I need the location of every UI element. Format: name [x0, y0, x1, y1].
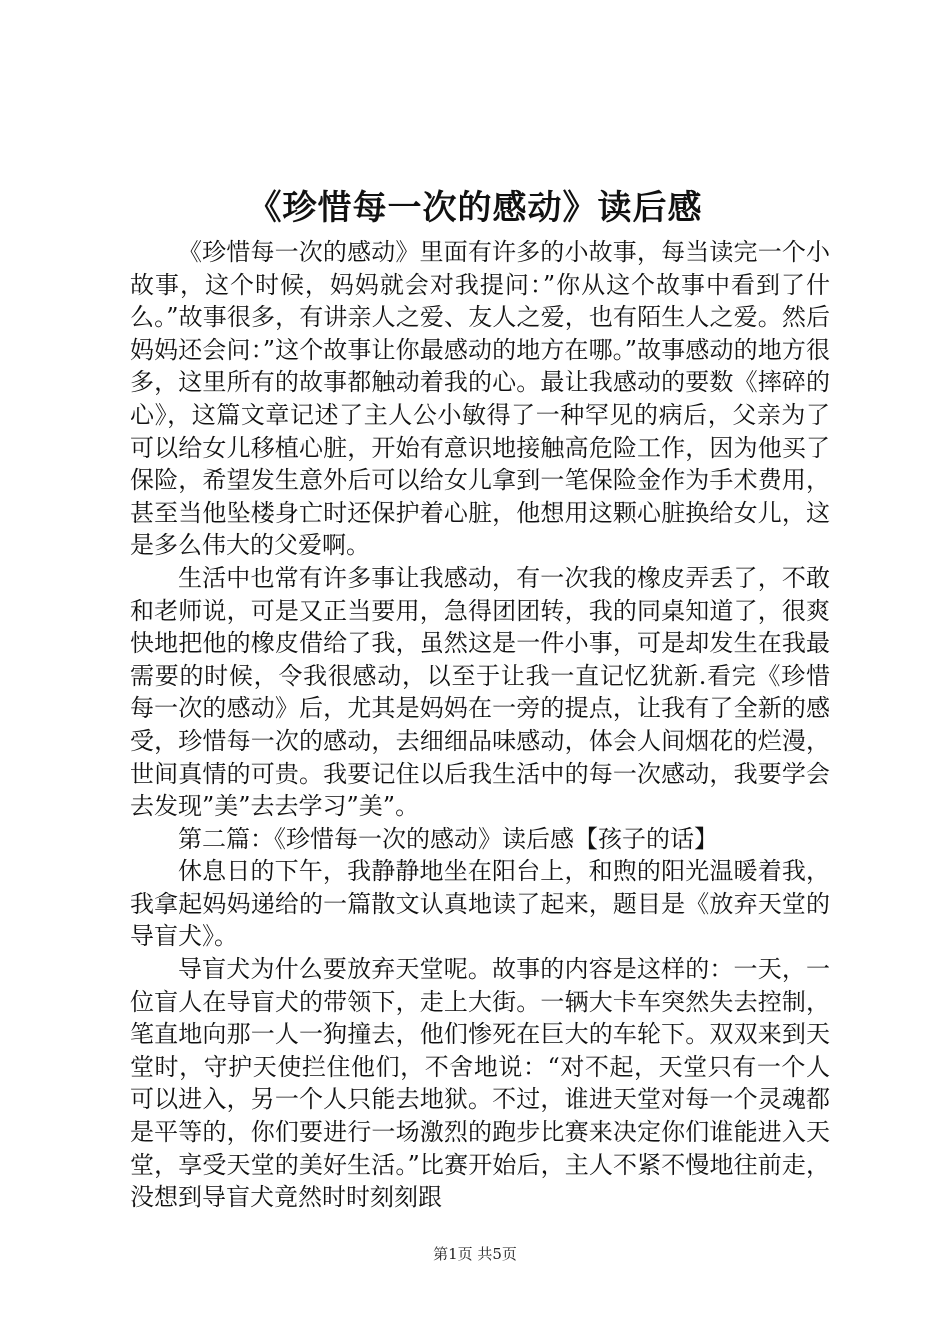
- paragraph: 《珍惜每一次的感动》里面有许多的小故事，每当读完一个小故事，这个时候，妈妈就会对我提问：”你从这个故事中看到了什么。”故事很多，有讲亲人之爱、友人之爱，也有陌生人之爱。然后妈妈还会问：”这个故事让你最感动的地方在哪。”故事感动的地方很多，这里所有的故事都触动着我的心。最让我感动的要数《摔碎的心》，这篇文章记述了主人公小敏得了一种罕见的病后，父亲为了可以给女儿移植心脏，开始有意识地接触高危险工作，因为他买了保险，希望发生意外后可以给女儿拿到一笔保险金作为手术费用，甚至当他坠楼身亡时还保护着心脏，他想用这颗心脏换给女儿，这是多么伟大的父爱啊。: [130, 238, 830, 560]
- paragraph: 休息日的下午，我静静地坐在阳台上，和煦的阳光温暖着我，我拿起妈妈递给的一篇散文认真地读了起来，题目是《放弃天堂的导盲犬》。: [130, 857, 830, 951]
- document-body: [130, 236, 830, 1214]
- paragraph: 导盲犬为什么要放弃天堂呢。故事的内容是这样的：一天，一位盲人在导盲犬的带领下，走上大街。一辆大卡车突然失去控制，笔直地向那一人一狗撞去，他们惨死在巨大的车轮下。双双来到天堂时，守护天使拦住他们，不舍地说：“对不起，天堂只有一个人可以进入，另一个人只能去地狱。不过，谁进天堂对每一个灵魂都是平等的，你们要进行一场激烈的跑步比赛来决定你们谁能进入天堂，享受天堂的美好生活。”比赛开始后，主人不紧不慢地往前走，没想到导盲犬竟然时时刻刻跟: [130, 955, 830, 1212]
- page-number-footer: 第1页 共5页: [433, 1245, 517, 1263]
- paragraph: 生活中也常有许多事让我感动，有一次我的橡皮弄丢了，不敢和老师说，可是又正当要用，急得团团转，我的同桌知道了，很爽快地把他的橡皮借给了我，虽然这是一件小事，可是却发生在我最需要的时候，令我很感动，以至于让我一直记忆犹新.看完《珍惜每一次的感动》后，尤其是妈妈在一旁的提点，让我有了全新的感受，珍惜每一次的感动，去细细品味感动，体会人间烟花的烂漫，世间真情的可贵。我要记住以后我生活中的每一次感动，我要学会去发现”美”去去学习”美”。: [130, 563, 830, 821]
- section-heading: 第二篇：《珍惜每一次的感动》读后感【孩子的话】: [178, 824, 718, 853]
- document-title: 《珍惜每一次的感动》读后感: [247, 188, 703, 228]
